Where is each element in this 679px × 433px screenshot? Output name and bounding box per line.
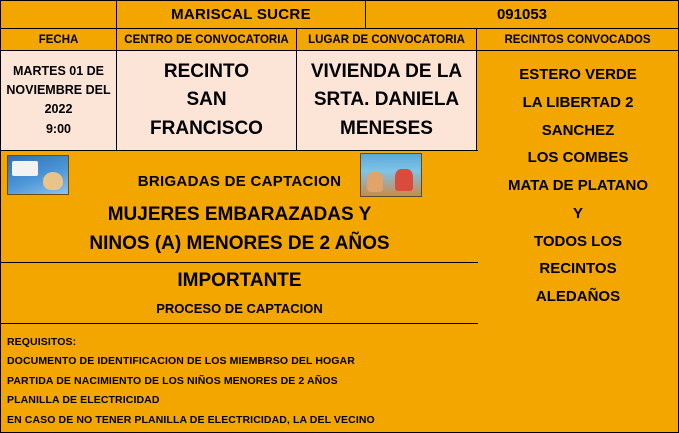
recinto-item: ESTERO VERDE [519,66,637,83]
campaign-photo-right-icon [360,153,422,197]
campaign-heading: BRIGADAS DE CAPTACION [137,172,342,190]
fecha-line-1: MARTES 01 DE [13,63,104,78]
recinto-item: RECINTOS [539,260,617,278]
campaign-target-line-1: MUJERES EMBARAZADAS Y [107,203,372,225]
table-header-row [1,29,678,51]
recinto-item: LOS COMBES [527,149,629,167]
data-row [1,51,478,151]
requisitos-block [1,324,478,433]
lugar-line-2: SRTA. DANIELA [313,89,460,111]
requisito-item: PLANILLA DE ELECTRICIDAD [7,394,160,407]
cell-lugar-convocatoria [297,51,477,150]
parish-title: MARISCAL SUCRE [117,1,366,28]
recinto-item: MATA DE PLATANO [508,177,648,194]
cell-centro-convocatoria [117,51,297,150]
requisito-item: DOCUMENTO DE IDENTIFICACION DE LOS MIEMBRSO DEL HOGAR [7,355,355,368]
parish-code: 091053 [496,6,548,23]
fecha-line-2: NOVIEMBRE DEL [6,82,111,97]
recinto-item: TODOS LOS [533,232,623,250]
requisito-item: PARTIDA DE NACIMIENTO DE LOS NIÑOS MENORES DE 2 AÑOS [7,374,338,387]
centro-line-3: FRANCISCO [150,117,263,139]
header-lugar-convocatoria: LUGAR DE CONVOCATORIA [297,29,477,50]
cell-fecha [1,51,117,150]
recinto-item: Y [572,204,583,222]
requisito-item: EN CASO DE NO TENER PLANILLA DE ELECTRICIDAD, LA DEL VECINO [7,413,375,426]
fecha-line-4: 9:00 [45,121,72,136]
recinto-item: LA LIBERTAD 2 [522,93,634,111]
requisitos-heading: REQUISITOS: [7,335,77,348]
recinto-item: ALEDAÑOS [535,288,621,305]
header-recintos-convocados: RECINTOS CONVOCADOS [477,29,678,50]
title-row-spacer [1,1,117,28]
recintos-column [478,51,678,433]
centro-line-1: RECINTO [163,60,250,82]
centro-line-2: SAN [186,89,227,111]
lugar-line-3: MENESES [340,117,433,139]
campaign-photo-left-icon [7,155,69,195]
important-subtitle: PROCESO DE CAPTACION [156,301,323,317]
important-block [1,263,478,324]
campaign-block [1,151,478,264]
left-columns [1,51,478,433]
important-title: IMPORTANTE [177,270,302,292]
header-fecha: FECHA [1,29,117,50]
title-row [1,1,678,29]
campaign-target-line-2: NINOS (A) MENORES DE 2 AÑOS [89,233,390,255]
header-centro-convocatoria: CENTRO DE CONVOCATORIA [117,29,297,50]
recinto-item: SANCHEZ [541,121,615,139]
body-wrapper [1,51,678,433]
lugar-line-1: VIVIENDA DE LA [310,60,463,82]
fecha-line-3: 2022 [44,102,73,117]
